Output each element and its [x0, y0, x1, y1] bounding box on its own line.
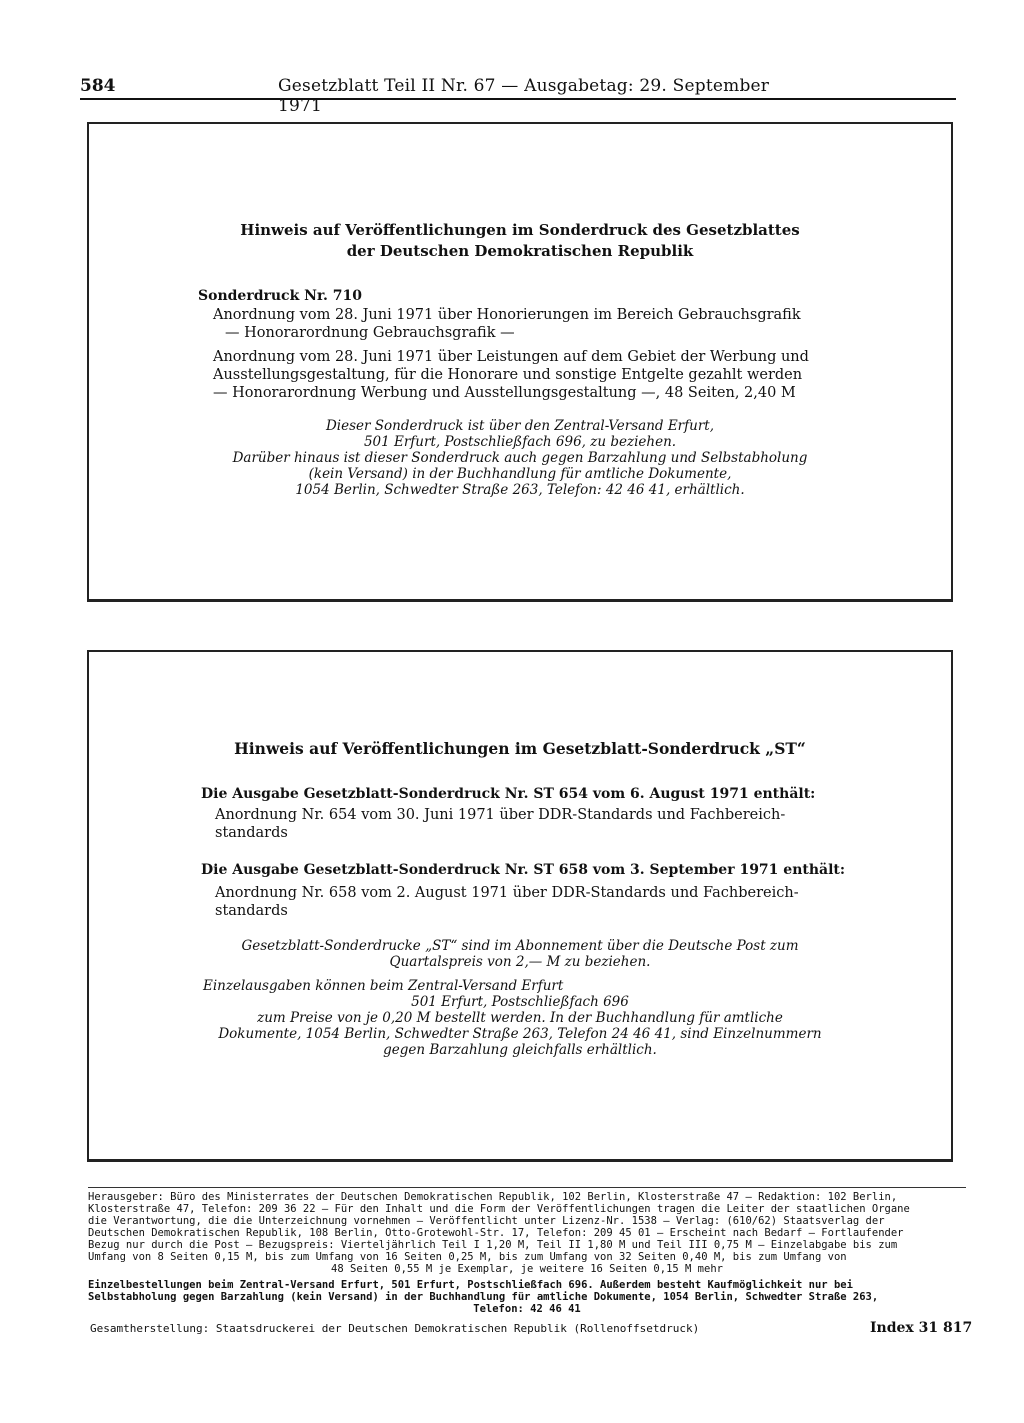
order-line: Selbstabholung gegen Barzahlung (kein Versand) in der Buchhandlung für amtliche Dokumente, 1054 Berlin, Schwedter Straße 263,	[88, 1291, 879, 1303]
notice-heading: Hinweis auf Veröffentlichungen im Gesetzblatt-Sonderdruck „ST“	[234, 739, 806, 758]
text-line: standards	[215, 903, 288, 919]
text-line: Gesetzblatt-Sonderdrucke „ST“ sind im Abonnement über die Deutsche Post zum	[241, 938, 799, 954]
imprint-line: die Verantwortung, die die Unterzeichnung vornehmen — Veröffentlicht unter Lizenz-Nr. 1538 — Verlag: (610/62) Staatsverlag der	[88, 1215, 885, 1227]
sonderdruck-item-1	[213, 306, 849, 342]
notice-heading-line-1: Hinweis auf Veröffentlichungen im Sonderdruck des Gesetzblattes	[240, 221, 800, 239]
notice-heading	[89, 220, 951, 262]
text-line: Dieser Sonderdruck ist über den Zentral-Versand Erfurt,	[325, 418, 715, 434]
text-line: Ausstellungsgestaltung, für die Honorare und sonstige Entgelte gezahlt werden	[213, 367, 803, 383]
text-line: 1054 Berlin, Schwedter Straße 263, Telefon: 42 46 41, erhältlich.	[295, 482, 745, 498]
text-line: Anordnung Nr. 654 vom 30. Juni 1971 über DDR-Standards und Fachbereich-	[215, 807, 786, 823]
order-line: Einzelbestellungen beim Zentral-Versand Erfurt, 501 Erfurt, Postschließfach 696. Außerdem besteht Kaufmöglichkeit nur bei	[88, 1279, 853, 1291]
imprint-line: Deutschen Demokratischen Republik, 108 Berlin, Otto-Grotewohl-Str. 17, Telefon: 209 45 01 — Erscheint nach Bedarf — Fortlaufender	[88, 1227, 904, 1239]
text-line: Dokumente, 1054 Berlin, Schwedter Straße 263, Telefon 24 46 41, sind Einzelnummern	[218, 1026, 822, 1042]
notice-heading-line-2: der Deutschen Demokratischen Republik	[346, 242, 694, 260]
footer-rule	[88, 1187, 966, 1188]
issue-label-st-658: Die Ausgabe Gesetzblatt-Sonderdruck Nr. ST 658 vom 3. September 1971 enthält:	[201, 862, 846, 878]
text-line: 501 Erfurt, Postschließfach 696, zu beziehen.	[363, 434, 677, 450]
text-line: — Honorarordnung Gebrauchsgrafik —	[225, 325, 515, 341]
imprint-line: 48 Seiten 0,55 M je Exemplar, je weitere 16 Seiten 0,15 M mehr	[331, 1263, 723, 1275]
header-rule	[80, 98, 956, 100]
text-line: Anordnung Nr. 658 vom 2. August 1971 über DDR-Standards und Fachbereich-	[215, 885, 799, 901]
text-line: Darüber hinaus ist dieser Sonderdruck auch gegen Barzahlung und Selbstabholung	[232, 450, 808, 466]
text-line: standards	[215, 825, 288, 841]
imprint	[88, 1191, 966, 1315]
order-info	[89, 418, 951, 498]
text-line: Anordnung vom 28. Juni 1971 über Honorierungen im Bereich Gebrauchsgrafik	[213, 307, 801, 323]
order-line: Telefon: 42 46 41	[473, 1303, 581, 1315]
sonderdruck-label: Sonderdruck Nr. 710	[198, 288, 363, 304]
notice-box-sonderdruck	[87, 122, 953, 602]
text-line: gegen Barzahlung gleichfalls erhältlich.	[383, 1042, 657, 1058]
text-line: 501 Erfurt, Postschließfach 696	[411, 994, 629, 1010]
page-number: 584	[80, 76, 116, 96]
single-issue-info	[89, 978, 951, 1058]
subscription-info	[89, 938, 951, 970]
printer-credit: Gesamtherstellung: Staatsdruckerei der Deutschen Demokratischen Republik (Rollenoffsetdruck)	[90, 1322, 700, 1335]
imprint-line: Bezug nur durch die Post — Bezugspreis: Vierteljährlich Teil I 1,20 M, Teil II 1,80 M und Teil III 0,75 M — Einzelabgabe bis zum	[88, 1239, 898, 1251]
index-number: Index 31 817	[870, 1320, 973, 1336]
text-line: Einzelausgaben können beim Zentral-Versand Erfurt	[203, 978, 564, 994]
sonderdruck-item-2	[213, 348, 849, 402]
imprint-line: Klosterstraße 47, Telefon: 209 36 22 — Für den Inhalt und die Form der Veröffentlichungen tragen die Leiter der staatlichen Organe	[88, 1203, 910, 1215]
notice-box-sonderdruck-st	[87, 650, 953, 1162]
text-line: (kein Versand) in der Buchhandlung für amtliche Dokumente,	[308, 466, 732, 482]
issue-content-st-658	[215, 884, 851, 920]
imprint-line: Umfang von 8 Seiten 0,15 M, bis zum Umfang von 16 Seiten 0,25 M, bis zum Umfang von 32 Seiten 0,40 M, bis zum Umfang von	[88, 1251, 847, 1263]
issue-label-st-654: Die Ausgabe Gesetzblatt-Sonderdruck Nr. ST 654 vom 6. August 1971 enthält:	[201, 786, 816, 802]
text-line: — Honorarordnung Werbung und Ausstellungsgestaltung —, 48 Seiten, 2,40 M	[213, 385, 796, 401]
text-line: Anordnung vom 28. Juni 1971 über Leistungen auf dem Gebiet der Werbung und	[213, 349, 809, 365]
text-line: zum Preise von je 0,20 M bestellt werden. In der Buchhandlung für amtliche	[257, 1010, 783, 1026]
running-header-title: Gesetzblatt Teil II Nr. 67 — Ausgabetag: 29. September 1971	[278, 76, 770, 116]
imprint-line: Herausgeber: Büro des Ministerrates der Deutschen Demokratischen Republik, 102 Berlin, Klosterstraße 47 — Redaktion: 102 Berlin,	[88, 1191, 898, 1203]
text-line: Quartalspreis von 2,— M zu beziehen.	[389, 954, 651, 970]
issue-content-st-654	[215, 806, 851, 842]
